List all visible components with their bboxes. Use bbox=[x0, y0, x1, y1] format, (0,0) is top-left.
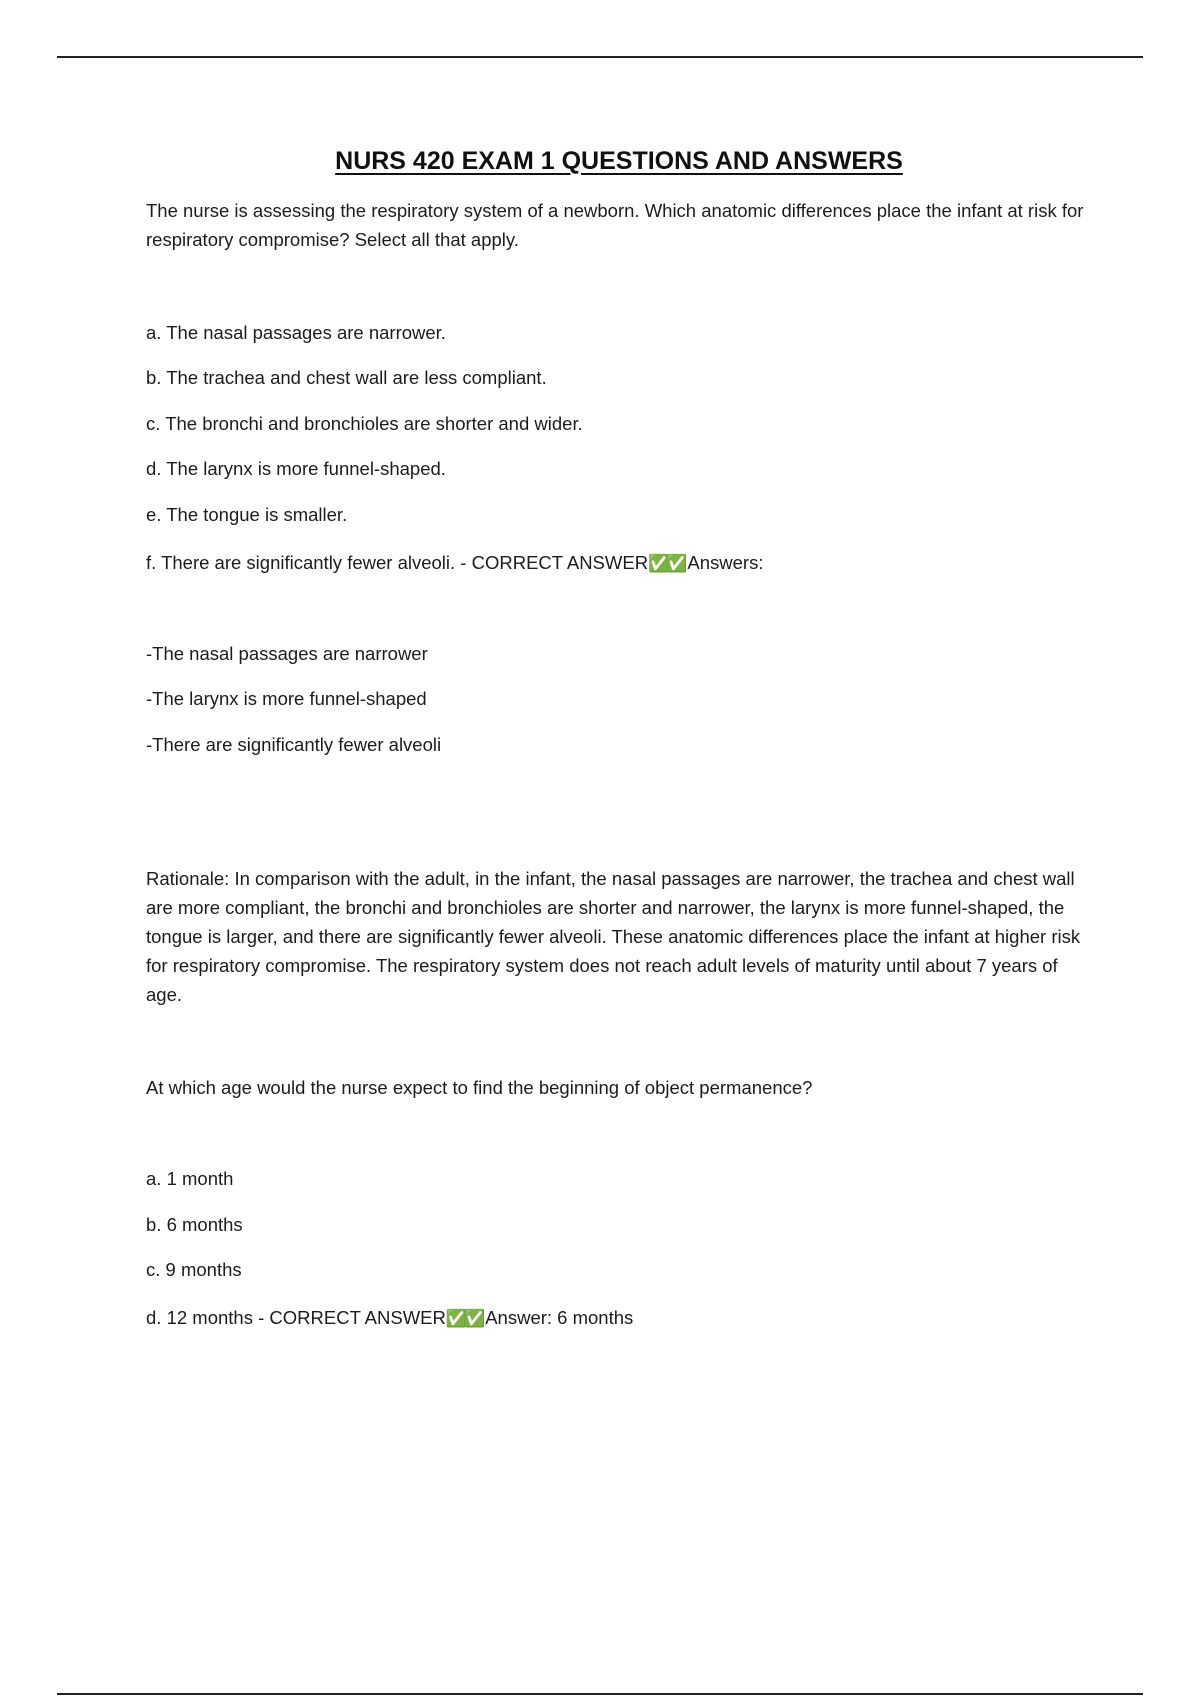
check-icon: ✅✅ bbox=[445, 1309, 483, 1328]
q1-answer-label: Answers: bbox=[687, 552, 764, 573]
q1-answer-1: -The nasal passages are narrower bbox=[146, 643, 428, 664]
q1-option-a: a. The nasal passages are narrower. bbox=[146, 322, 446, 343]
question-1-stem: The nurse is assessing the respiratory system of a newborn. Which anatomic differences place the infant at risk for respiratory compromise? Select all that apply. bbox=[146, 200, 1084, 250]
check-icon: ✅✅ bbox=[648, 554, 685, 573]
bottom-rule bbox=[57, 1693, 1143, 1695]
q2-option-b: b. 6 months bbox=[146, 1214, 243, 1235]
document-title: NURS 420 EXAM 1 QUESTIONS AND ANSWERS bbox=[335, 147, 903, 175]
q2-answer-label: Answer: 6 months bbox=[485, 1307, 634, 1328]
q1-answer-2: -The larynx is more funnel-shaped bbox=[146, 688, 427, 709]
q1-option-c: c. The bronchi and bronchioles are shorter and wider. bbox=[146, 413, 583, 434]
q1-answer-3: -There are significantly fewer alveoli bbox=[146, 734, 442, 755]
q2-option-d bbox=[146, 1303, 633, 1333]
q1-rationale: Rationale: In comparison with the adult, in the infant, the nasal passages are narrower, the trachea and chest wall are more compliant, the bronchi and bronchioles are shorter and narrower, the larynx is more funnel-shaped, the tongue is larger, and there are significantly fewer alveoli. These anatomic differences place the infant at higher risk for respiratory compromise. The respiratory system does not reach adult levels of maturity until about 7 years of age. bbox=[146, 868, 1081, 1005]
q1-option-d: d. The larynx is more funnel-shaped. bbox=[146, 458, 446, 479]
q2-option-a: a. 1 month bbox=[146, 1168, 234, 1189]
q1-option-f bbox=[146, 548, 763, 578]
q1-option-e: e. The tongue is smaller. bbox=[146, 504, 348, 525]
q1-option-b: b. The trachea and chest wall are less compliant. bbox=[146, 367, 547, 388]
q1-option-f-text: f. There are significantly fewer alveoli. - CORRECT ANSWER bbox=[146, 552, 649, 573]
q2-option-d-text: d. 12 months - CORRECT ANSWER bbox=[146, 1307, 446, 1328]
top-rule bbox=[57, 56, 1143, 58]
question-2-stem: At which age would the nurse expect to find the beginning of object permanence? bbox=[146, 1077, 813, 1098]
q2-option-c: c. 9 months bbox=[146, 1259, 242, 1280]
